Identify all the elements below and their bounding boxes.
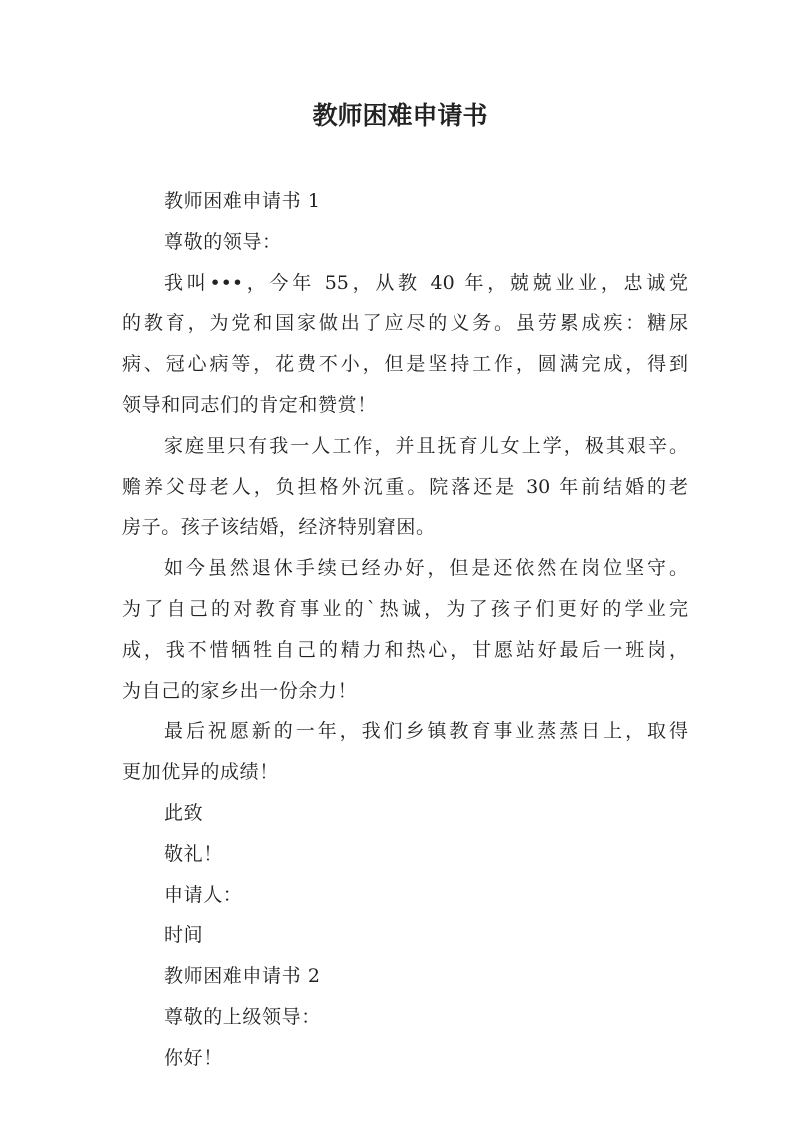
document-title: 教师困难申请书 <box>312 101 488 130</box>
paragraph-line: 赡养父母老人，负担格外沉重。院落还是 30 年前结婚的老 <box>122 475 688 498</box>
paragraph-line: 更加优异的成绩！ <box>122 761 279 784</box>
paragraph-line: 为自己的家乡出一份余力！ <box>122 679 358 702</box>
salutation-2: 尊敬的上级领导： <box>164 1005 321 1028</box>
paragraph-line: 为了自己的对教育事业的`热诚，为了孩子们更好的学业完 <box>122 597 688 620</box>
paragraph-line: 如今虽然退休手续已经办好，但是还依然在岗位坚守。 <box>164 557 688 580</box>
paragraph-line: 领导和同志们的肯定和赞赏！ <box>122 393 377 416</box>
paragraph-line: 最后祝愿新的一年，我们乡镇教育事业蒸蒸日上，取得 <box>164 720 688 743</box>
paragraph-line: 房子。孩子该结婚，经济特别窘困。 <box>122 516 436 539</box>
paragraph-line: 我叫•••，今年 55，从教 40 年，兢兢业业，忠诚党 <box>164 271 688 294</box>
greeting-line: 你好！ <box>164 1046 223 1069</box>
date-label: 时间 <box>164 924 204 947</box>
closing-line: 敬礼！ <box>164 842 223 865</box>
document-body <box>122 181 688 1079</box>
paragraph-line: 的教育，为党和国家做出了应尽的义务。虽劳累成疾：糖尿 <box>122 312 688 335</box>
section-heading-1: 教师困难申请书 1 <box>164 190 321 212</box>
salutation-1: 尊敬的领导： <box>164 230 282 253</box>
paragraph-line: 家庭里只有我一人工作，并且抚育儿女上学，极其艰辛。 <box>164 434 688 457</box>
paragraph-line: 病、冠心病等，花费不小，但是坚持工作，圆满完成，得到 <box>122 353 688 376</box>
applicant-label: 申请人： <box>164 883 243 906</box>
paragraph-line: 成，我不惜牺牲自己的精力和热心，甘愿站好最后一班岗， <box>122 638 688 661</box>
closing-line: 此致 <box>164 801 204 824</box>
section-heading-2: 教师困难申请书 2 <box>164 965 321 988</box>
